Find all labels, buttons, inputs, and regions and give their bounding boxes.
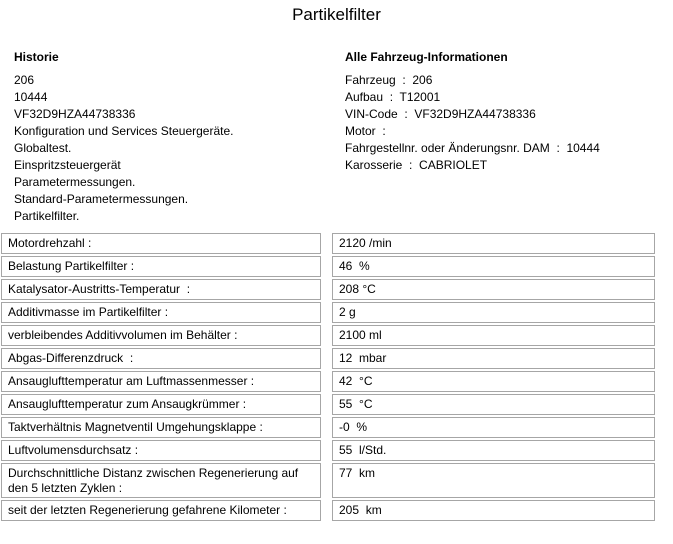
measurement-label-cell: Belastung Partikelfilter : <box>1 256 321 277</box>
table-row <box>1 500 673 521</box>
vehicle-info-item: Fahrzeug : 206 <box>345 73 433 87</box>
vehicle-info-item: Karosserie : CABRIOLET <box>345 158 488 172</box>
vehicle-info-list <box>345 72 673 174</box>
vehicle-info-item: Aufbau : T12001 <box>345 90 441 104</box>
history-heading: Historie <box>14 50 59 64</box>
history-panel <box>14 49 345 225</box>
measurement-value-cell: 208 °C <box>332 279 655 300</box>
history-item: Konfiguration und Services Steuergeräte. <box>14 124 234 138</box>
table-row <box>1 463 673 498</box>
measurement-value-cell: 42 °C <box>332 371 655 392</box>
measurement-value-cell: 2120 /min <box>332 233 655 254</box>
history-item: 206 <box>14 73 35 87</box>
table-row <box>1 279 673 300</box>
measurement-label-cell: Abgas-Differenzdruck : <box>1 348 321 369</box>
table-row <box>1 348 673 369</box>
vehicle-info-heading: Alle Fahrzeug-Informationen <box>345 50 508 64</box>
table-row <box>1 440 673 461</box>
measurement-label-cell: Motordrehzahl : <box>1 233 321 254</box>
history-item: Parametermessungen. <box>14 175 136 189</box>
measurement-value-cell: 46 % <box>332 256 655 277</box>
table-row <box>1 371 673 392</box>
measurement-value-cell: 205 km <box>332 500 655 521</box>
table-row <box>1 233 673 254</box>
measurement-value-cell: 55 °C <box>332 394 655 415</box>
measurement-label-cell: Durchschnittliche Distanz zwischen Regenerierung auf den 5 letzten Zyklen : <box>1 463 321 498</box>
table-row <box>1 417 673 438</box>
measurement-label-cell: Taktverhältnis Magnetventil Umgehungsklappe : <box>1 417 321 438</box>
measurement-label-cell: Ansauglufttemperatur zum Ansaugkrümmer : <box>1 394 321 415</box>
history-item: Partikelfilter. <box>14 209 80 223</box>
vehicle-info-item: Fahrgestellnr. oder Änderungsnr. DAM : 10444 <box>345 141 600 155</box>
measurement-label-cell: verbleibendes Additivvolumen im Behälter : <box>1 325 321 346</box>
vehicle-info-item: Motor : <box>345 124 386 138</box>
measurement-value-cell: 55 l/Std. <box>332 440 655 461</box>
table-row <box>1 256 673 277</box>
measurement-value-cell: 12 mbar <box>332 348 655 369</box>
measurement-value-cell: 2 g <box>332 302 655 323</box>
measurement-value-cell: 2100 ml <box>332 325 655 346</box>
vehicle-info-panel <box>345 49 673 225</box>
history-list <box>14 72 345 225</box>
measurement-label-cell: seit der letzten Regenerierung gefahrene Kilometer : <box>1 500 321 521</box>
table-row <box>1 302 673 323</box>
measurement-value-cell: -0 % <box>332 417 655 438</box>
page-title: Partikelfilter <box>292 5 381 24</box>
measurement-label-cell: Additivmasse im Partikelfilter : <box>1 302 321 323</box>
table-row <box>1 325 673 346</box>
history-item: Einspritzsteuergerät <box>14 158 121 172</box>
measurement-label-cell: Ansauglufttemperatur am Luftmassenmesser : <box>1 371 321 392</box>
history-item: Standard-Parametermessungen. <box>14 192 189 206</box>
history-item: 10444 <box>14 90 48 104</box>
measurement-label-cell: Luftvolumensdurchsatz : <box>1 440 321 461</box>
table-row <box>1 394 673 415</box>
header-info-section <box>0 49 673 225</box>
measurement-value-cell: 77 km <box>332 463 655 498</box>
vehicle-info-item: VIN-Code : VF32D9HZA44738336 <box>345 107 536 121</box>
history-item: VF32D9HZA44738336 <box>14 107 136 121</box>
history-item: Globaltest. <box>14 141 72 155</box>
measurements-table <box>1 233 673 521</box>
measurement-label-cell: Katalysator-Austritts-Temperatur : <box>1 279 321 300</box>
